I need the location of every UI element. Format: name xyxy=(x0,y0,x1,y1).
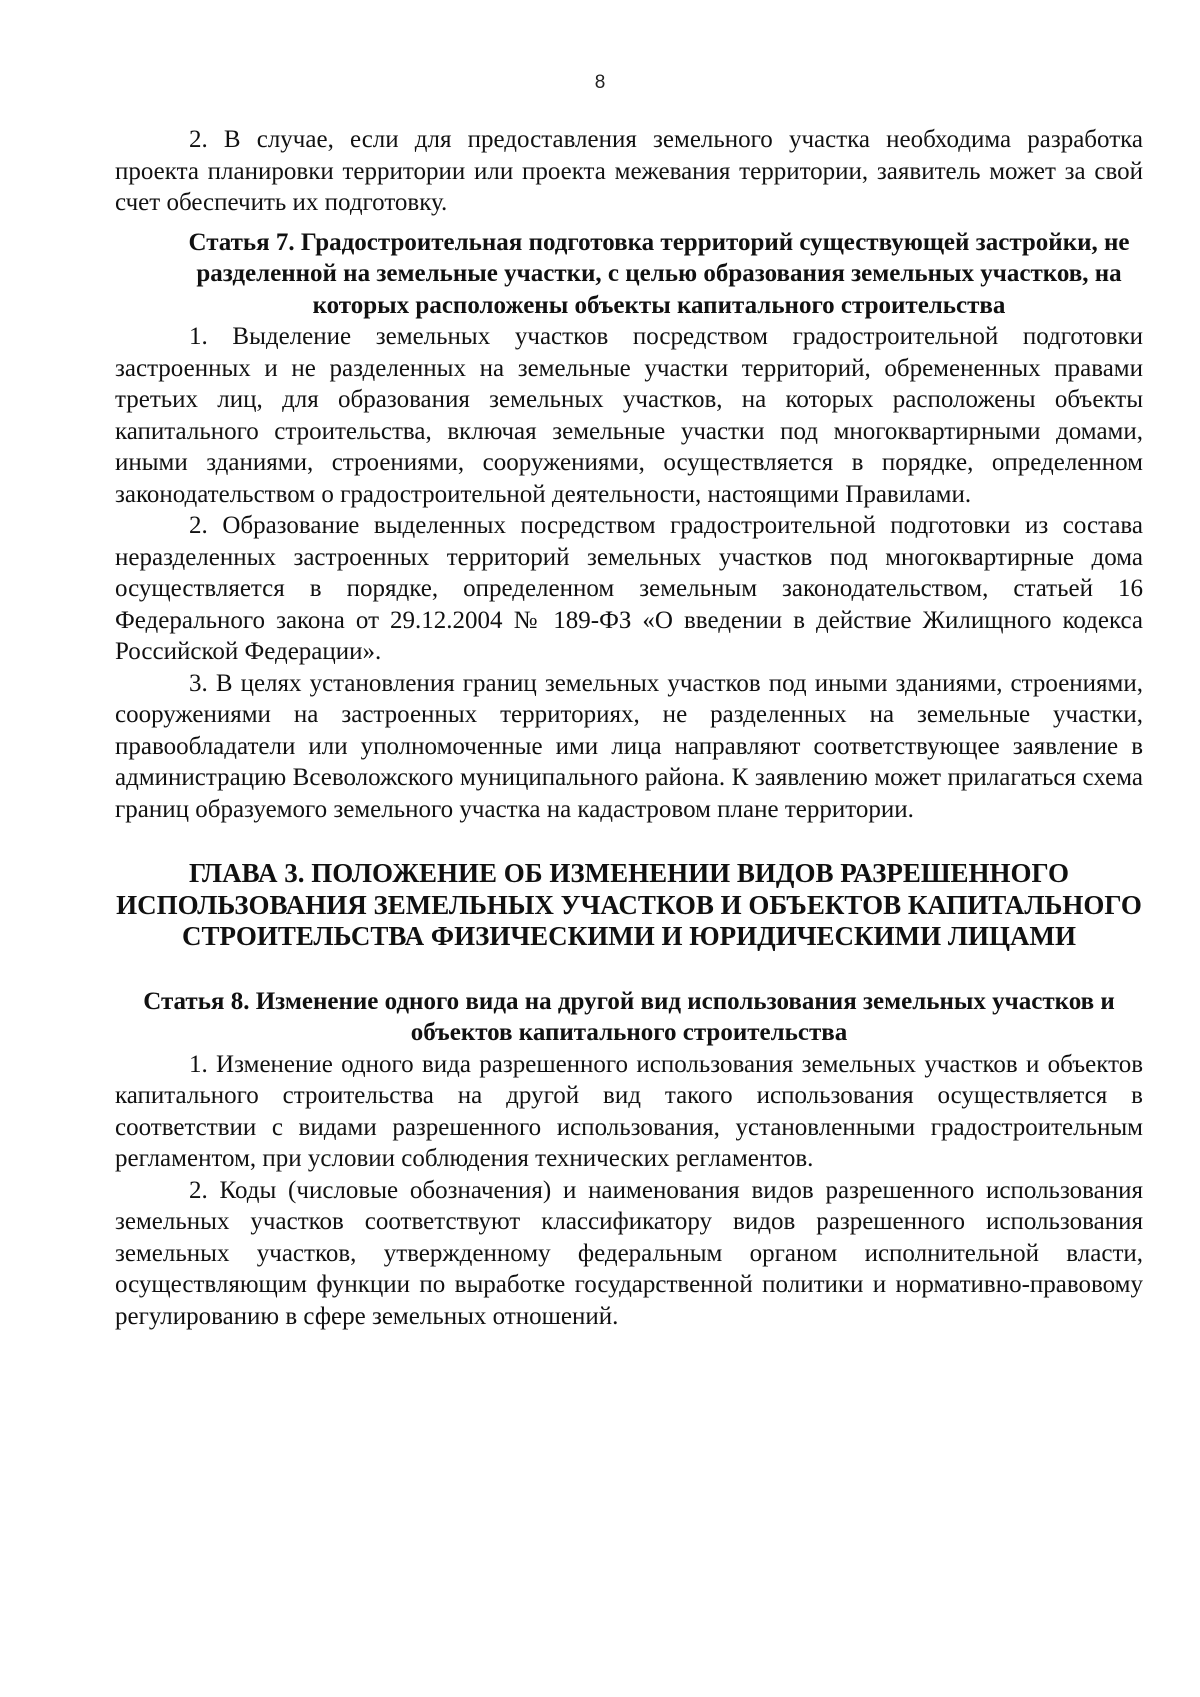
article-7-heading: Статья 7. Градостроительная подготовка территорий существующей застройки, не разделенной на земельные участки, с целью образования земельных участков, на которых расположены объекты капитального строительства xyxy=(188,228,1130,319)
article-7-paragraph-1: 1. Выделение земельных участков посредством градостроительной подготовки застроенных и не разделенных на земельные участки территорий, обремененных правами третьих лиц, для образования земельных участков, на которых расположены объекты капитального строительства, включая земельные участки под многоквартирными домами, иными зданиями, строениями, сооружениями, осуществляется в порядке, определенном законодательством о градостроительной деятельности, настоящими Правилами. xyxy=(115,323,1143,508)
intro-paragraph: 2. В случае, если для предоставления земельного участка необходима разработка проекта планировки территории или проекта межевания территории, заявитель может за свой счет обеспечить их подготовку. xyxy=(115,126,1143,216)
article-8-paragraph-2: 2. Коды (числовые обозначения) и наименования видов разрешенного использования земельных участков соответствуют классификатору видов разрешенного использования земельных участков, утвержденному федеральным органом исполнительной власти, осуществляющим функции по выработке государственной политики и нормативно-правовому регулированию в сфере земельных отношений. xyxy=(115,1176,1143,1330)
article-8-heading: Статья 8. Изменение одного вида на другой вид использования земельных участков и объектов капитального строительства xyxy=(143,987,1115,1046)
page-number: 8 xyxy=(594,72,606,93)
chapter-3-heading: ГЛАВА 3. ПОЛОЖЕНИЕ ОБ ИЗМЕНЕНИИ ВИДОВ РАЗРЕШЕННОГО ИСПОЛЬЗОВАНИЯ ЗЕМЕЛЬНЫХ УЧАСТКОВ И ОБЪЕКТОВ КАПИТАЛЬНОГО СТРОИТЕЛЬСТВА ФИЗИЧЕСКИМИ И ЮРИДИЧЕСКИМИ ЛИЦАМИ xyxy=(116,858,1142,951)
article-8-paragraph-1: 1. Изменение одного вида разрешенного использования земельных участков и объектов капитального строительства на другой вид такого использования осуществляется в соответствии с видами разрешенного использования, установленными градостроительным регламентом, при условии соблюдения технических регламентов. xyxy=(115,1050,1143,1172)
page-content xyxy=(115,124,1143,1332)
article-7-paragraph-3: 3. В целях установления границ земельных участков под иными зданиями, строениями, сооружениями на застроенных территориях, не разделенных на земельные участки, правообладатели или уполномоченные ими лица направляют соответствующее заявление в администрацию Всеволожского муниципального района. К заявлению может прилагаться схема границ образуемого земельного участка на кадастровом плане территории. xyxy=(115,669,1143,823)
article-7-paragraph-2: 2. Образование выделенных посредством градостроительной подготовки из состава неразделенных застроенных территорий земельных участков под многоквартирные дома осуществляется в порядке, определенном земельным законодательством, статьей 16 Федерального закона от 29.12.2004 № 189-ФЗ «О введении в действие Жилищного кодекса Российской Федерации». xyxy=(115,512,1143,665)
